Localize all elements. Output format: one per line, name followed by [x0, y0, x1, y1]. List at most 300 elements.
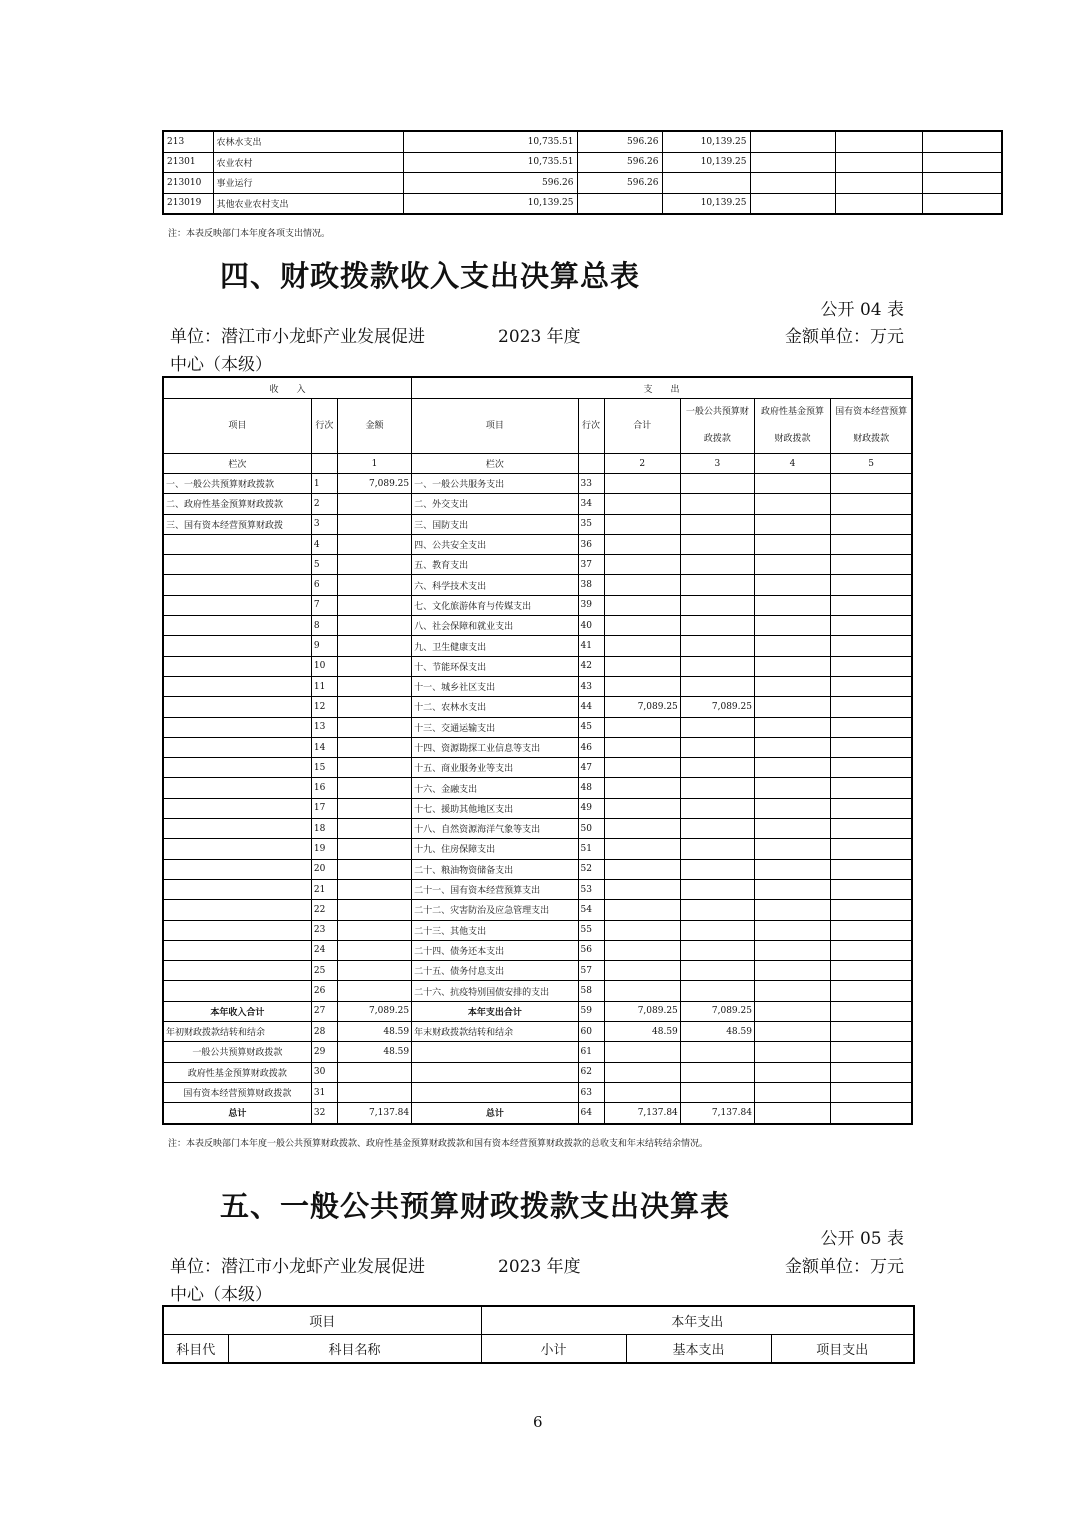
- total-amount: [604, 940, 680, 960]
- total-amount: [604, 474, 680, 494]
- general-budget-amount: [680, 1062, 754, 1082]
- state-capital-amount: [831, 839, 912, 859]
- expense-item: 十七、援助其他地区支出: [412, 798, 578, 818]
- expense-item: 二十二、灾害防治及应急管理支出: [412, 900, 578, 920]
- expense-item-header: 项目: [412, 399, 578, 454]
- income-row-no: 12: [311, 697, 337, 717]
- income-item: [163, 940, 311, 960]
- income-amount: [337, 514, 411, 534]
- income-row-no: 24: [311, 940, 337, 960]
- income-item: [163, 819, 311, 839]
- total-amount: [604, 636, 680, 656]
- section5-amount-unit: 金额单位：万元: [785, 1257, 904, 1277]
- empty-cell: [750, 152, 835, 173]
- state-capital-amount: [831, 920, 912, 940]
- income-amount: [337, 758, 411, 778]
- income-amount: [337, 961, 411, 981]
- expense-item: 本年支出合计: [412, 1001, 578, 1021]
- expense-row-no: 42: [578, 656, 604, 676]
- general-budget-amount: [680, 717, 754, 737]
- income-row-no: 28: [311, 1022, 337, 1042]
- table-row: [163, 676, 912, 696]
- state-capital-amount: [831, 900, 912, 920]
- income-item: 国有资本经营预算财政拨款: [163, 1082, 311, 1102]
- state-capital-amount: [831, 717, 912, 737]
- state-capital-amount: [831, 575, 912, 595]
- income-item: [163, 758, 311, 778]
- general-budget-amount: [680, 555, 754, 575]
- gov-fund-amount: [754, 798, 830, 818]
- income-item: [163, 920, 311, 940]
- table-row: [163, 1022, 912, 1042]
- total-amount: [604, 1082, 680, 1102]
- subject-name: 其他农业农村支出: [213, 193, 403, 214]
- total-amount: [604, 839, 680, 859]
- gov-fund-amount: [754, 636, 830, 656]
- gov-fund-amount: [754, 676, 830, 696]
- state-capital-amount: [831, 940, 912, 960]
- income-amount: [337, 636, 411, 656]
- income-item: [163, 616, 311, 636]
- state-capital-amount: [831, 616, 912, 636]
- income-amount: 7,089.25: [337, 1001, 411, 1021]
- gov-fund-amount: [754, 819, 830, 839]
- income-item: [163, 981, 311, 1001]
- state-capital-amount: [831, 819, 912, 839]
- expense-row-no: 59: [578, 1001, 604, 1021]
- income-amount: 48.59: [337, 1042, 411, 1062]
- subject-name: 农业农村: [213, 152, 403, 173]
- col-2: 2: [604, 454, 680, 474]
- expense-row-no: 45: [578, 717, 604, 737]
- state-capital-amount: [831, 555, 912, 575]
- expense-row-no: 35: [578, 514, 604, 534]
- col-5: 5: [831, 454, 912, 474]
- income-amount: [337, 1062, 411, 1082]
- income-item: 三、国有资本经营预算财政拨: [163, 514, 311, 534]
- gov-fund-amount: [754, 697, 830, 717]
- gov-fund-amount: [754, 737, 830, 757]
- income-amount: [337, 981, 411, 1001]
- total-amount: 10,735.51: [403, 131, 577, 152]
- table-row: [163, 819, 912, 839]
- table-row: [163, 798, 912, 818]
- total-amount: 7,137.84: [604, 1103, 680, 1124]
- expense-row-no: 49: [578, 798, 604, 818]
- table-row: [163, 920, 912, 940]
- income-amount: [337, 859, 411, 879]
- income-row-no: 26: [311, 981, 337, 1001]
- income-row-no: 16: [311, 778, 337, 798]
- income-amount: 48.59: [337, 1022, 411, 1042]
- income-amount: [337, 900, 411, 920]
- table-row: [163, 575, 912, 595]
- income-row-no: 3: [311, 514, 337, 534]
- gov-fund-amount: [754, 1022, 830, 1042]
- income-amount: [337, 494, 411, 514]
- expense-row-no: 33: [578, 474, 604, 494]
- income-amount: [337, 697, 411, 717]
- expense-item: 五、教育支出: [412, 555, 578, 575]
- income-amount: [337, 798, 411, 818]
- gov-fund-amount: [754, 961, 830, 981]
- table-row: [163, 636, 912, 656]
- expense-row-no: 36: [578, 534, 604, 554]
- expense-row-no: 43: [578, 676, 604, 696]
- table-row: [163, 616, 912, 636]
- expense-item: 六、科学技术支出: [412, 575, 578, 595]
- income-row-no: 4: [311, 534, 337, 554]
- income-amount: [337, 819, 411, 839]
- general-budget-amount: [680, 514, 754, 534]
- income-row-no: 11: [311, 676, 337, 696]
- income-row-no: 29: [311, 1042, 337, 1062]
- gov-fund-amount: [754, 534, 830, 554]
- basic-amount: 596.26: [577, 152, 662, 173]
- income-item: [163, 839, 311, 859]
- t5-name-header: 科目名称: [228, 1335, 481, 1364]
- income-item: 本年收入合计: [163, 1001, 311, 1021]
- table-row: [163, 555, 912, 575]
- expense-item: 十、节能环保支出: [412, 656, 578, 676]
- state-capital-amount: [831, 758, 912, 778]
- expense-item: 十五、商业服务业等支出: [412, 758, 578, 778]
- col-3: 3: [680, 454, 754, 474]
- state-capital-amount: [831, 1062, 912, 1082]
- income-row-no: 20: [311, 859, 337, 879]
- income-row-no: 14: [311, 737, 337, 757]
- t5-item-header: 项目: [163, 1306, 481, 1335]
- general-budget-amount: [680, 981, 754, 1001]
- income-row-no: 2: [311, 494, 337, 514]
- general-budget-amount: [680, 879, 754, 899]
- expense-row-no: 48: [578, 778, 604, 798]
- expense-item: 十六、金融支出: [412, 778, 578, 798]
- general-budget-amount: [680, 1042, 754, 1062]
- general-budget-amount: 48.59: [680, 1022, 754, 1042]
- income-item: [163, 575, 311, 595]
- gov-fund-amount: [754, 656, 830, 676]
- income-row-no: 13: [311, 717, 337, 737]
- gov-fund-amount: [754, 595, 830, 615]
- subject-code: 21301: [163, 152, 213, 173]
- expense-row-no: 61: [578, 1042, 604, 1062]
- income-amount: [337, 778, 411, 798]
- gov-fund-amount: [754, 859, 830, 879]
- total-amount: [604, 717, 680, 737]
- empty-cell: [750, 193, 835, 214]
- empty-cell: [835, 173, 922, 194]
- total-amount: [604, 656, 680, 676]
- page-number: 6: [533, 1413, 543, 1431]
- income-row-no: 31: [311, 1082, 337, 1102]
- income-item: [163, 534, 311, 554]
- t5-basic-header: 基本支出: [626, 1335, 771, 1364]
- state-capital-amount: [831, 697, 912, 717]
- empty-cell: [750, 131, 835, 152]
- general-budget-header: 一般公共预算财政拨款: [680, 399, 754, 454]
- total-amount: [604, 920, 680, 940]
- t5-code-header: 科目代: [163, 1335, 228, 1364]
- table-row: [163, 940, 912, 960]
- col-1: 1: [337, 454, 411, 474]
- t5-project-header: 项目支出: [771, 1335, 914, 1364]
- income-amount: [337, 1082, 411, 1102]
- expense-item: 总计: [412, 1103, 578, 1124]
- income-amount: [337, 737, 411, 757]
- expense-row-no: 41: [578, 636, 604, 656]
- table-row: [163, 494, 912, 514]
- project-amount: [662, 173, 750, 194]
- expense-item: 十八、自然资源海洋气象等支出: [412, 819, 578, 839]
- expense-item: [412, 1062, 578, 1082]
- total-amount: 48.59: [604, 1022, 680, 1042]
- gov-fund-amount: [754, 1042, 830, 1062]
- income-item: [163, 961, 311, 981]
- table-row: [163, 697, 912, 717]
- income-row-no: 27: [311, 1001, 337, 1021]
- expense-item: 年末财政拨款结转和结余: [412, 1022, 578, 1042]
- total-amount: [604, 1042, 680, 1062]
- total-amount: [604, 879, 680, 899]
- total-amount: [604, 514, 680, 534]
- lanci-label: 栏次: [163, 454, 311, 474]
- general-budget-expense-table: [162, 1305, 915, 1364]
- income-item: [163, 595, 311, 615]
- income-item: 一般公共预算财政拨款: [163, 1042, 311, 1062]
- state-capital-amount: [831, 1001, 912, 1021]
- section5-title: 五、一般公共预算财政拨款支出决算表: [220, 1189, 731, 1223]
- expense-item: 二十五、债务付息支出: [412, 961, 578, 981]
- table-row: [163, 1042, 912, 1062]
- expense-item: [412, 1082, 578, 1102]
- income-item: [163, 555, 311, 575]
- table-row: [163, 839, 912, 859]
- expense-detail-table: [162, 130, 1003, 215]
- income-row-no: 18: [311, 819, 337, 839]
- gov-fund-amount: [754, 1103, 830, 1124]
- expense-item: 二十六、抗疫特别国债安排的支出: [412, 981, 578, 1001]
- expense-row-no: 55: [578, 920, 604, 940]
- empty-cell: [835, 193, 922, 214]
- gov-fund-amount: [754, 575, 830, 595]
- general-budget-amount: [680, 798, 754, 818]
- table-row: [163, 961, 912, 981]
- general-budget-amount: [680, 595, 754, 615]
- state-capital-amount: [831, 778, 912, 798]
- general-budget-amount: [680, 961, 754, 981]
- income-row-no: 32: [311, 1103, 337, 1124]
- state-capital-amount: [831, 737, 912, 757]
- empty-cell: [835, 131, 922, 152]
- state-capital-amount: [831, 676, 912, 696]
- total-amount: [604, 900, 680, 920]
- subject-code: 213: [163, 131, 213, 152]
- gov-fund-amount: [754, 555, 830, 575]
- state-capital-amount: [831, 474, 912, 494]
- income-row-no: 6: [311, 575, 337, 595]
- section5-year: 2023 年度: [498, 1257, 581, 1277]
- income-row-no: 22: [311, 900, 337, 920]
- gov-fund-amount: [754, 758, 830, 778]
- income-item: 总计: [163, 1103, 311, 1124]
- total-amount: 596.26: [403, 173, 577, 194]
- income-row-no: 5: [311, 555, 337, 575]
- state-capital-amount: [831, 961, 912, 981]
- income-item: [163, 737, 311, 757]
- general-budget-amount: [680, 494, 754, 514]
- expense-item: 十三、交通运输支出: [412, 717, 578, 737]
- expense-item: 二、外交支出: [412, 494, 578, 514]
- state-capital-amount: [831, 879, 912, 899]
- total-header: 合计: [604, 399, 680, 454]
- project-amount: 10,139.25: [662, 131, 750, 152]
- income-item: [163, 859, 311, 879]
- income-amount: 7,137.84: [337, 1103, 411, 1124]
- col-4: 4: [754, 454, 830, 474]
- gov-fund-amount: [754, 839, 830, 859]
- table-row: [163, 474, 912, 494]
- income-row-no: 19: [311, 839, 337, 859]
- total-amount: [604, 819, 680, 839]
- table-row: [163, 717, 912, 737]
- table-row: [163, 737, 912, 757]
- total-amount: [604, 778, 680, 798]
- table-row: [163, 879, 912, 899]
- section4-unit-line2: 中心（本级）: [170, 355, 272, 375]
- total-amount: 10,735.51: [403, 152, 577, 173]
- income-item: [163, 656, 311, 676]
- income-item: [163, 697, 311, 717]
- expense-row-no: 38: [578, 575, 604, 595]
- state-capital-amount: [831, 534, 912, 554]
- expense-item: 十一、城乡社区支出: [412, 676, 578, 696]
- general-budget-amount: 7,137.84: [680, 1103, 754, 1124]
- general-budget-amount: [680, 656, 754, 676]
- income-item-header: 项目: [163, 399, 311, 454]
- income-header: 收 入: [163, 377, 412, 399]
- expense-row-no: 63: [578, 1082, 604, 1102]
- general-budget-amount: [680, 758, 754, 778]
- income-amount: [337, 920, 411, 940]
- empty-cell: [922, 131, 1002, 152]
- total-amount: [604, 534, 680, 554]
- top-table-note: 注：本表反映部门本年度各项支出情况。: [168, 229, 331, 239]
- expense-item: 二十三、其他支出: [412, 920, 578, 940]
- gov-fund-amount: [754, 940, 830, 960]
- income-amount: 7,089.25: [337, 474, 411, 494]
- gov-fund-amount: [754, 494, 830, 514]
- state-capital-amount: [831, 1082, 912, 1102]
- project-amount: 10,139.25: [662, 152, 750, 173]
- income-item: [163, 879, 311, 899]
- basic-amount: [577, 193, 662, 214]
- income-row-no: 30: [311, 1062, 337, 1082]
- subject-code: 213019: [163, 193, 213, 214]
- section5-form-no: 公开 05 表: [820, 1229, 904, 1249]
- section4-amount-unit: 金额单位：万元: [785, 327, 904, 347]
- basic-amount: 596.26: [577, 131, 662, 152]
- state-capital-header: 国有资本经营预算财政拨款: [831, 399, 912, 454]
- expense-row-no: 54: [578, 900, 604, 920]
- t5-year-header: 本年支出: [481, 1306, 914, 1335]
- gov-fund-amount: [754, 1082, 830, 1102]
- gov-fund-amount: [754, 900, 830, 920]
- expense-row-no: 34: [578, 494, 604, 514]
- total-amount: [604, 616, 680, 636]
- expense-row-no: 40: [578, 616, 604, 636]
- expense-row-no: 58: [578, 981, 604, 1001]
- expense-item: 三、国防支出: [412, 514, 578, 534]
- table-row: [163, 1082, 912, 1102]
- section5-unit-line2: 中心（本级）: [170, 1285, 272, 1305]
- income-row-no: 25: [311, 961, 337, 981]
- total-amount: 7,089.25: [604, 1001, 680, 1021]
- total-amount: 10,139.25: [403, 193, 577, 214]
- expense-item: 七、文化旅游体育与传媒支出: [412, 595, 578, 615]
- general-budget-amount: [680, 778, 754, 798]
- gov-fund-amount: [754, 616, 830, 636]
- general-budget-amount: [680, 940, 754, 960]
- state-capital-amount: [831, 636, 912, 656]
- expense-item: 二十四、债务还本支出: [412, 940, 578, 960]
- general-budget-amount: [680, 839, 754, 859]
- total-amount: [604, 737, 680, 757]
- gov-fund-amount: [754, 1062, 830, 1082]
- total-amount: [604, 494, 680, 514]
- project-amount: 10,139.25: [662, 193, 750, 214]
- income-amount: [337, 534, 411, 554]
- expense-item: 二十一、国有资本经营预算支出: [412, 879, 578, 899]
- empty-cell: [750, 173, 835, 194]
- table-row: [163, 859, 912, 879]
- state-capital-amount: [831, 514, 912, 534]
- expense-row-no: 60: [578, 1022, 604, 1042]
- section5-unit: 单位：潜江市小龙虾产业发展促进: [170, 1257, 425, 1277]
- section4-title: 四、财政拨款收入支出决算总表: [220, 259, 641, 293]
- income-amount: [337, 616, 411, 636]
- income-item: 二、政府性基金预算财政拨款: [163, 494, 311, 514]
- gov-fund-amount: [754, 514, 830, 534]
- state-capital-amount: [831, 656, 912, 676]
- general-budget-amount: [680, 859, 754, 879]
- income-item: 年初财政拨款结转和结余: [163, 1022, 311, 1042]
- expense-row-no: 47: [578, 758, 604, 778]
- general-budget-amount: [680, 1082, 754, 1102]
- income-row-no: 9: [311, 636, 337, 656]
- state-capital-amount: [831, 494, 912, 514]
- expense-row-no: 46: [578, 737, 604, 757]
- gov-fund-amount: [754, 474, 830, 494]
- gov-fund-amount: [754, 1001, 830, 1021]
- expense-item: [412, 1042, 578, 1062]
- table-row: [163, 900, 912, 920]
- general-budget-amount: [680, 636, 754, 656]
- income-amount-header: 金额: [337, 399, 411, 454]
- state-capital-amount: [831, 1103, 912, 1124]
- col-empty: [311, 454, 337, 474]
- total-amount: [604, 758, 680, 778]
- table-row: [163, 595, 912, 615]
- subject-name: 农林水支出: [213, 131, 403, 152]
- section4-unit: 单位：潜江市小龙虾产业发展促进: [170, 327, 425, 347]
- income-amount: [337, 676, 411, 696]
- table-row: [163, 778, 912, 798]
- empty-cell: [922, 173, 1002, 194]
- income-item: [163, 717, 311, 737]
- income-row-no: 17: [311, 798, 337, 818]
- expense-header: 支 出: [412, 377, 912, 399]
